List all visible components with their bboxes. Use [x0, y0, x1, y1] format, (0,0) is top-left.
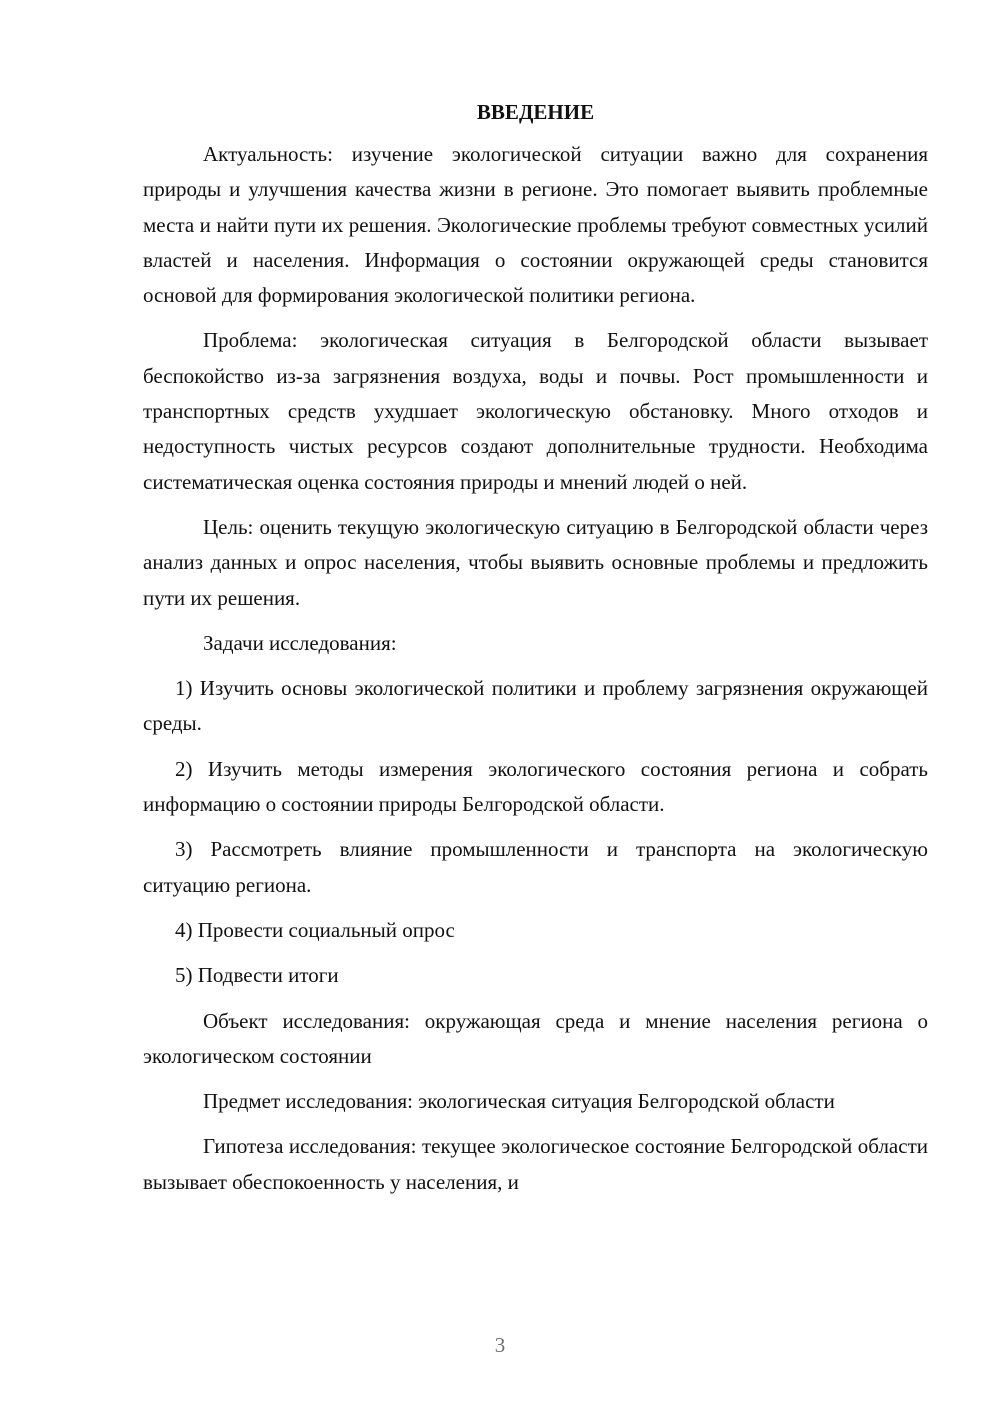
task-item: 4) Провести социальный опрос — [175, 917, 455, 942]
page-number: 3 — [494, 1333, 506, 1357]
relevance-paragraph: Актуальность: изучение экологической ситуации важно для сохранения природы и улучшения качества жизни в регионе. Это помогает выявить проблемные места и найти пути их решения. Экологические проблемы требуют совместных усилий властей и населения. Информация о состоянии окружающей среды становится основой для формирования экологической политики региона. — [143, 142, 928, 308]
hypothesis-paragraph: Гипотеза исследования: текущее экологическое состояние Белгородской области вызывает обеспокоенность у населения, и — [143, 1134, 928, 1194]
task-item: 3) Рассмотреть влияние промышленности и транспорта на экологическую ситуацию региона. — [143, 837, 928, 897]
goal-paragraph: Цель: оценить текущую экологическую ситуацию в Белгородской области через анализ данных и опрос населения, чтобы выявить основные проблемы и предложить пути их решения. — [143, 514, 928, 610]
problem-paragraph: Проблема: экологическая ситуация в Белгородской области вызывает беспокойство из-за загрязнения воздуха, воды и почвы. Рост промышленности и транспортных средств ухудшает экологическую обстановку. Много отходов и недоступность чистых ресурсов создают дополнительные трудности. Необходима систематическая оценка состояния природы и мнений людей о ней. — [143, 328, 928, 494]
page-content — [143, 95, 928, 1200]
tasks-heading: Задачи исследования: — [203, 630, 397, 655]
subject-paragraph: Предмет исследования: экологическая ситуация Белгородской области — [203, 1089, 835, 1114]
task-item: 1) Изучить основы экологической политики и проблему загрязнения окружающей среды. — [143, 676, 928, 736]
object-paragraph: Объект исследования: окружающая среда и мнение населения региона о экологическом состоянии — [143, 1008, 928, 1068]
section-title: ВВЕДЕНИЕ — [476, 100, 595, 124]
task-item: 2) Изучить методы измерения экологического состояния региона и собрать информацию о состоянии природы Белгородской области. — [143, 756, 928, 817]
task-item: 5) Подвести итоги — [175, 963, 339, 988]
